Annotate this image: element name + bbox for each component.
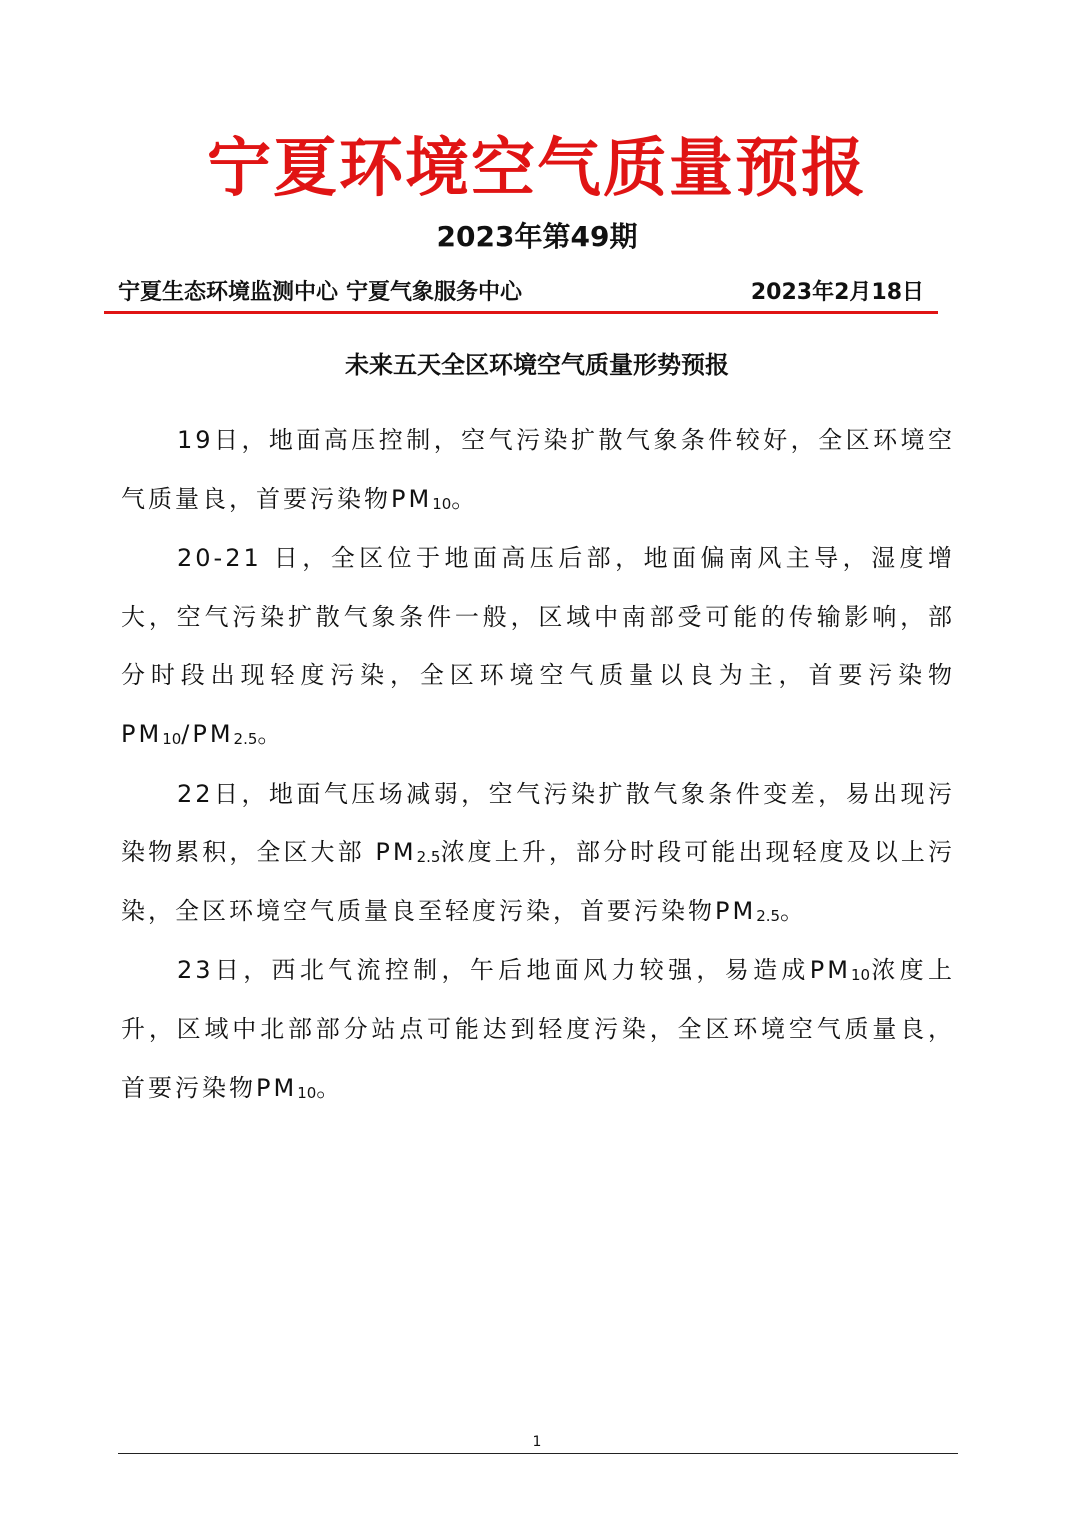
- issuing-agencies: [118, 276, 522, 310]
- forecast-paragraph-20-21: 20-21 日，全区位于地面高压后部，地面偏南风主导，湿度增大，空气污染扩散气象条件一般，区域中南部受可能的传输影响，部分时段出现轻度污染，全区环境空气质量以良为主，首要污染物$PM_{10}/PM_{2.5}$。: [121, 544, 955, 748]
- section-heading: 未来五天全区环境空气质量形势预报: [345, 351, 729, 379]
- forecast-paragraph-23: 23日，西北气流控制，午后地面风力较强，易造成$PM_{10}$浓度上升，区域中北部部分站点可能达到轻度污染，全区环境空气质量良，首要污染物$PM_{10}$。: [121, 956, 956, 1102]
- publication-date: 2023年2月18日: [750, 280, 924, 305]
- issuer-meteorological-center: 宁夏气象服务中心: [346, 280, 523, 305]
- header-divider: [104, 311, 938, 314]
- footer-divider: [118, 1453, 958, 1454]
- forecast-paragraph-22: 22日，地面气压场减弱，空气污染扩散气象条件变差，易出现污染物累积，全区大部 $PM_{2.5}$浓度上升，部分时段可能出现轻度及以上污染，全区环境空气质量良至轻度污染，首要污染物$PM_{2.5}$。: [121, 779, 956, 925]
- page-number: 1: [532, 1434, 542, 1450]
- forecast-paragraph-19: 19日，地面高压控制，空气污染扩散气象条件较好，全区环境空气质量良，首要污染物$PM_{10}$。: [121, 426, 955, 513]
- issuer-monitoring-center: 宁夏生态环境监测中心: [118, 280, 339, 305]
- forecast-body: [121, 411, 955, 1118]
- page-title: 宁夏环境空气质量预报: [207, 132, 867, 206]
- issue-number: 2023年第49期: [436, 220, 638, 253]
